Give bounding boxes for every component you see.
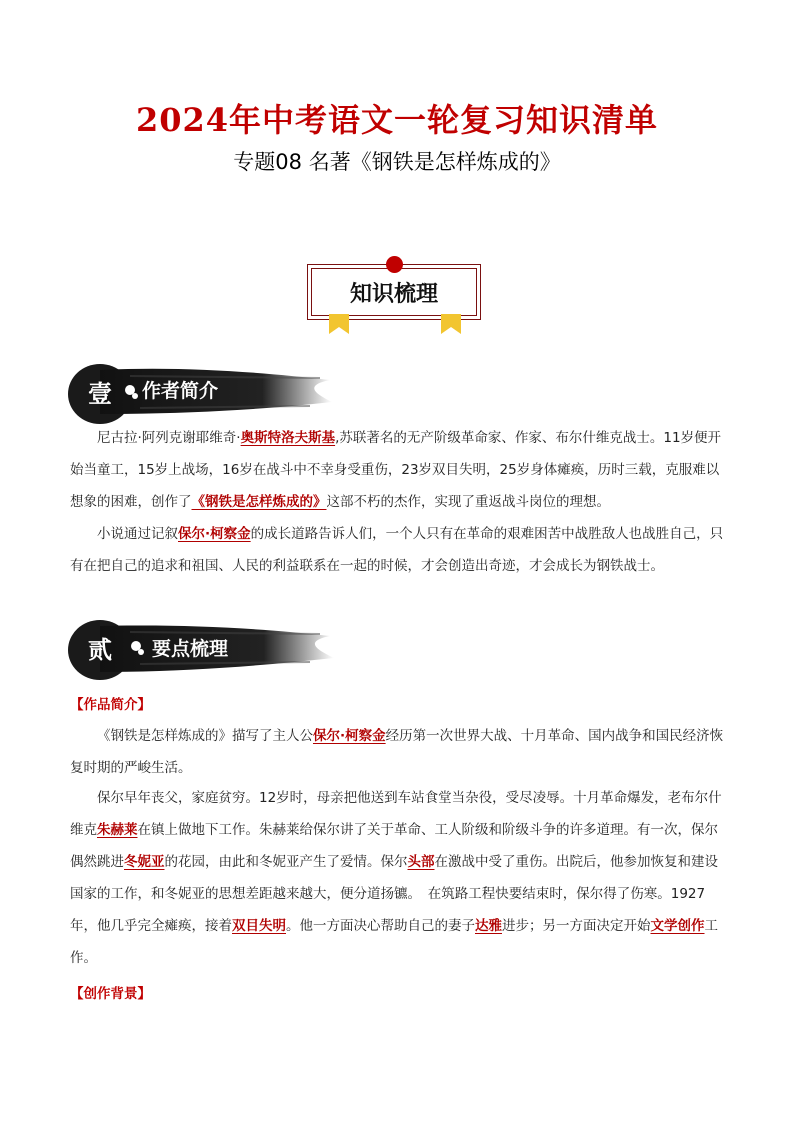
banner-label: 知识梳理 — [311, 268, 477, 316]
subsection-tag: 【作品简介】 — [70, 697, 151, 713]
highlight-term: 冬妮亚 — [124, 854, 165, 870]
highlight-term: 头部 — [407, 854, 435, 870]
subsection-tag: 【创作背景】 — [70, 986, 151, 1002]
highlight-term: 朱赫莱 — [97, 822, 138, 838]
section-number: 贰 — [88, 635, 112, 664]
section-header-key-points — [60, 616, 340, 686]
page-title: 2024年中考语文一轮复习知识清单 — [135, 101, 659, 139]
paragraph: 小说通过记叙保尔·柯察金的成长道路告诉人们，一个人只有在革命的艰难困苦中战胜敌人也战胜自己，只有在把自己的追求和祖国、人民的利益联系在一起的时候，才会创造出奇迹，才会成长为钢铁战士。 — [70, 526, 724, 574]
section-header-author — [60, 356, 340, 426]
highlight-term: 双目失明 — [232, 918, 286, 934]
paragraph: 尼古拉·阿列克谢耶维奇·奥斯特洛夫斯基,苏联著名的无产阶级革命家、作家、布尔什维克战士。11岁便开始当童工，15岁上战场，16岁在战斗中不幸身受重伤，23岁双目失明，25岁身体瘫痪，历时三载，克服难以想象的困难，创作了《钢铁是怎样炼成的》这部不朽的杰作，实现了重返战斗岗位的理想。 — [70, 430, 722, 510]
section-title: 要点梳理 — [152, 638, 229, 660]
ribbon-icon — [441, 314, 461, 334]
highlight-term: 文学创作 — [650, 918, 705, 934]
knowledge-banner — [307, 256, 485, 334]
section-number: 壹 — [88, 379, 112, 408]
highlight-term: 《钢铁是怎样炼成的》 — [191, 494, 327, 510]
highlight-term: 保尔·柯察金 — [178, 526, 251, 542]
paragraph: 保尔早年丧父，家庭贫穷。12岁时，母亲把他送到车站食堂当杂役，受尽凌辱。十月革命爆发，老布尔什维克朱赫莱在镇上做地下工作。朱赫莱给保尔讲了关于革命、工人阶级和阶级斗争的许多道理。有一次，保尔偶然跳进冬妮亚的花园，由此和冬妮亚产生了爱情。保尔头部在激战中受了重伤。出院后，他参加恢复和建设国家的工作，和冬妮亚的思想差距越来越大，便分道扬镳。 在筑路工程快要结束时，保尔得了伤寒。1927年，他几乎完全瘫痪，接着双目失明。他一方面决心帮助自己的妻子达雅进步；另一方面决定开始文学创作工作。 — [70, 790, 722, 966]
highlight-term: 达雅 — [475, 918, 502, 934]
highlight-term: 奥斯特洛夫斯基 — [240, 430, 336, 446]
highlight-term: 保尔·柯察金 — [313, 728, 386, 744]
pin-icon — [386, 256, 403, 273]
page-subtitle: 专题08 名著《钢铁是怎样炼成的》 — [233, 150, 561, 174]
paragraph: 《钢铁是怎样炼成的》描写了主人公保尔·柯察金经历第一次世界大战、十月革命、国内战争和国民经济恢复时期的严峻生活。 — [70, 728, 724, 776]
section-title: 作者简介 — [142, 380, 219, 402]
ribbon-icon — [329, 314, 349, 334]
